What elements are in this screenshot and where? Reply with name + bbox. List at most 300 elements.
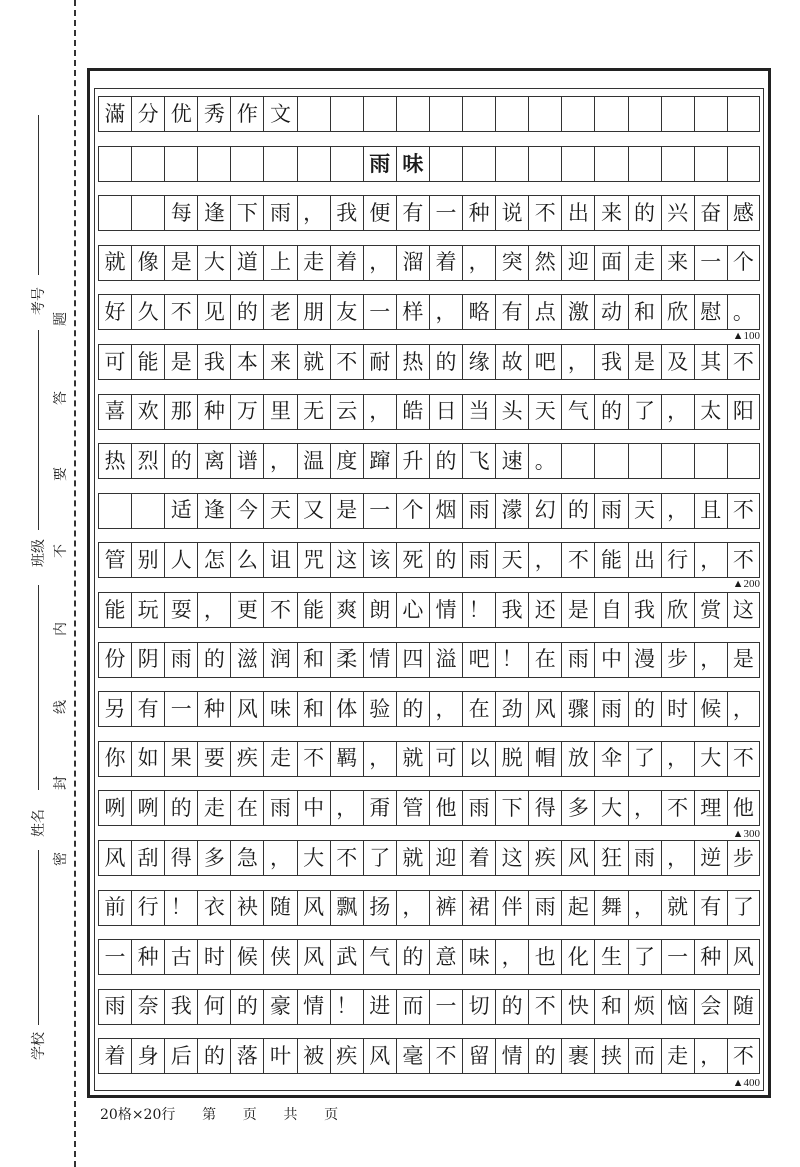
- grid-cell: 留: [462, 1038, 495, 1074]
- grid-row: [98, 542, 760, 578]
- grid-cell: 是: [164, 245, 197, 281]
- grid-cell: 诅: [263, 542, 296, 578]
- grid-cell: 慰: [694, 294, 727, 330]
- grid-cell: 溢: [429, 642, 462, 678]
- grid-cell: 甭: [363, 790, 396, 826]
- grid-cell: 上: [263, 245, 296, 281]
- grid-cell: 每: [164, 195, 197, 231]
- grid-row: [98, 1038, 760, 1074]
- grid-cell: 了: [628, 939, 661, 975]
- grid-row: [98, 642, 760, 678]
- grid-cell: ，: [628, 790, 661, 826]
- grid-cell: 羁: [330, 741, 363, 777]
- grid-cell: 味: [396, 146, 429, 182]
- grid-cell: 感: [727, 195, 760, 231]
- grid-cell: 的: [429, 542, 462, 578]
- grid-cell: 阳: [727, 394, 760, 430]
- grid-cell: 一: [694, 245, 727, 281]
- grid-cell: 其: [694, 344, 727, 380]
- grid-cell: 阴: [131, 642, 164, 678]
- grid-cell: 不: [263, 592, 296, 628]
- grid-cell: 奈: [131, 989, 164, 1025]
- grid-cell: 雨: [462, 790, 495, 826]
- grid-cell: 武: [330, 939, 363, 975]
- grid-cell: 谱: [230, 443, 263, 479]
- grid-cell: 离: [197, 443, 230, 479]
- grid-cell: 管: [98, 542, 131, 578]
- grid-cell: 雨: [628, 840, 661, 876]
- grid-cell: ，: [661, 394, 694, 430]
- grid-cell: ，: [561, 344, 594, 380]
- grid-cell: 及: [661, 344, 694, 380]
- grid-cell: 能: [131, 344, 164, 380]
- grid-cell: 时: [197, 939, 230, 975]
- grid-cell: 情: [297, 989, 330, 1025]
- grid-cell: 赏: [694, 592, 727, 628]
- grid-row: [98, 146, 760, 182]
- grid-cell: 升: [396, 443, 429, 479]
- grid-row: [98, 790, 760, 826]
- grid-cell: 气: [561, 394, 594, 430]
- grid-cell: 下: [230, 195, 263, 231]
- grid-cell: 秀: [197, 96, 230, 132]
- grid-cell: 速: [495, 443, 528, 479]
- grid-cell: 本: [230, 344, 263, 380]
- grid-cell: 一: [429, 989, 462, 1025]
- grid-cell: 故: [495, 344, 528, 380]
- grid-cell: 多: [561, 790, 594, 826]
- grid-cell: 大: [197, 245, 230, 281]
- grid-cell: 了: [628, 741, 661, 777]
- grid-cell: 道: [230, 245, 263, 281]
- label-xingming: 姓名: [31, 809, 47, 837]
- grid-cell: 种: [131, 939, 164, 975]
- grid-cell: 候: [694, 691, 727, 727]
- grid-cell: 一: [164, 691, 197, 727]
- grid-cell: 温: [297, 443, 330, 479]
- grid-cell: 像: [131, 245, 164, 281]
- grid-cell: 化: [561, 939, 594, 975]
- count-mark-300: ▲300: [732, 828, 760, 840]
- footer-page-label: 第: [202, 1107, 217, 1123]
- grid-cell: 的: [164, 790, 197, 826]
- grid-cell: ！: [164, 890, 197, 926]
- grid-cell: 风: [363, 1038, 396, 1074]
- grid-cell: 叶: [263, 1038, 296, 1074]
- grid-cell: 风: [727, 939, 760, 975]
- grid-cell: 进: [363, 989, 396, 1025]
- grid-cell: 欣: [661, 592, 694, 628]
- grid-cell: 这: [330, 542, 363, 578]
- grid-cell: 裹: [561, 1038, 594, 1074]
- grid-cell: 时: [661, 691, 694, 727]
- grid-cell: 不: [727, 542, 760, 578]
- grid-cell: 他: [727, 790, 760, 826]
- grid-cell: 体: [330, 691, 363, 727]
- grid-cell: 面: [594, 245, 627, 281]
- grid-cell: [561, 146, 594, 182]
- grid-cell: ，: [330, 790, 363, 826]
- grid-cell: 的: [628, 195, 661, 231]
- grid-cell: 不: [528, 989, 561, 1025]
- grid-cell: ，: [363, 741, 396, 777]
- grid-cell: [628, 96, 661, 132]
- grid-cell: 风: [528, 691, 561, 727]
- grid-cell: 就: [98, 245, 131, 281]
- grid-cell: 朗: [363, 592, 396, 628]
- grid-cell: 挟: [594, 1038, 627, 1074]
- grid-cell: 伞: [594, 741, 627, 777]
- grid-cell: 大: [594, 790, 627, 826]
- grid-cell: 走: [628, 245, 661, 281]
- grid-cell: [197, 146, 230, 182]
- grid-cell: 如: [131, 741, 164, 777]
- grid-cell: 蹿: [363, 443, 396, 479]
- grid-cell: [628, 443, 661, 479]
- grid-cell: 又: [297, 493, 330, 529]
- grid-cell: ，: [694, 642, 727, 678]
- grid-cell: 滋: [230, 642, 263, 678]
- grid-cell: 一: [363, 493, 396, 529]
- grid-row: [98, 741, 760, 777]
- label-banji: 班级: [31, 539, 47, 567]
- grid-cell: 以: [462, 741, 495, 777]
- grid-cell: 理: [694, 790, 727, 826]
- grid-cell: 奋: [694, 195, 727, 231]
- grid-cell: 来: [263, 344, 296, 380]
- grid-cell: 随: [263, 890, 296, 926]
- grid-cell: 自: [594, 592, 627, 628]
- grid-cell: 不: [429, 1038, 462, 1074]
- grid-cell: 是: [561, 592, 594, 628]
- grid-cell: 咧: [131, 790, 164, 826]
- footer-grid-size: 20格×20行: [100, 1107, 176, 1123]
- grid-cell: 该: [363, 542, 396, 578]
- grid-cell: 前: [98, 890, 131, 926]
- grid-cell: 久: [131, 294, 164, 330]
- grid-cell: 行: [131, 890, 164, 926]
- grid-cell: 耍: [164, 592, 197, 628]
- grid-cell: 情: [429, 592, 462, 628]
- grid-cell: [727, 443, 760, 479]
- grid-cell: ，: [297, 195, 330, 231]
- grid-cell: 一: [429, 195, 462, 231]
- grid-cell: 吧: [462, 642, 495, 678]
- grid-cell: 的: [396, 939, 429, 975]
- grid-cell: 气: [363, 939, 396, 975]
- grid-cell: 帽: [528, 741, 561, 777]
- grid-cell: 也: [528, 939, 561, 975]
- grid-cell: 袂: [230, 890, 263, 926]
- grid-cell: 天: [628, 493, 661, 529]
- grid-cell: 在: [528, 642, 561, 678]
- grid-cell: 文: [263, 96, 296, 132]
- grid-cell: 不: [661, 790, 694, 826]
- label-xuexiao: 学校: [31, 1032, 47, 1060]
- grid-cell: 随: [727, 989, 760, 1025]
- grid-cell: ，: [661, 493, 694, 529]
- grid-cell: 来: [594, 195, 627, 231]
- grid-cell: 裤: [429, 890, 462, 926]
- grid-cell: 激: [561, 294, 594, 330]
- grid-cell: 皓: [396, 394, 429, 430]
- grid-cell: [462, 96, 495, 132]
- grid-cell: [694, 146, 727, 182]
- grid-cell: 日: [429, 394, 462, 430]
- grid-row: [98, 344, 760, 380]
- grid-cell: 管: [396, 790, 429, 826]
- grid-cell: 脱: [495, 741, 528, 777]
- grid-cell: 有: [495, 294, 528, 330]
- grid-cell: 欢: [131, 394, 164, 430]
- grid-cell: 便: [363, 195, 396, 231]
- grid-cell: 天: [263, 493, 296, 529]
- grid-cell: 而: [396, 989, 429, 1025]
- grid-cell: 作: [230, 96, 263, 132]
- grid-cell: 刮: [131, 840, 164, 876]
- grid-cell: 意: [429, 939, 462, 975]
- grid-cell: 种: [462, 195, 495, 231]
- grid-cell: 飞: [462, 443, 495, 479]
- grid-cell: 落: [230, 1038, 263, 1074]
- grid-cell: ！: [330, 989, 363, 1025]
- grid-cell: 欣: [661, 294, 694, 330]
- grid-cell: 友: [330, 294, 363, 330]
- grid-cell: [263, 146, 296, 182]
- grid-cell: ，: [462, 245, 495, 281]
- grid-cell: 着: [429, 245, 462, 281]
- grid-cell: 人: [164, 542, 197, 578]
- grid-cell: 被: [297, 1038, 330, 1074]
- grid-cell: 候: [230, 939, 263, 975]
- grid-cell: 在: [462, 691, 495, 727]
- grid-cell: 咧: [98, 790, 131, 826]
- grid-cell: 得: [164, 840, 197, 876]
- grid-cell: 种: [197, 394, 230, 430]
- grid-cell: ，: [495, 939, 528, 975]
- grid-cell: 是: [330, 493, 363, 529]
- grid-cell: 了: [628, 394, 661, 430]
- grid-cell: 的: [528, 1038, 561, 1074]
- grid-cell: 玩: [131, 592, 164, 628]
- grid-cell: 要: [197, 741, 230, 777]
- grid-cell: [131, 493, 164, 529]
- grid-cell: [661, 443, 694, 479]
- grid-cell: 这: [495, 840, 528, 876]
- grid-cell: 无: [297, 394, 330, 430]
- grid-cell: [528, 146, 561, 182]
- grid-cell: 咒: [297, 542, 330, 578]
- grid-cell: 我: [164, 989, 197, 1025]
- grid-cell: ，: [429, 691, 462, 727]
- grid-cell: 我: [495, 592, 528, 628]
- warning-char: 题: [53, 312, 69, 326]
- grid-cell: 骤: [561, 691, 594, 727]
- grid-cell: [330, 96, 363, 132]
- kaohao-write-line: [38, 115, 39, 275]
- grid-cell: 分: [131, 96, 164, 132]
- grid-cell: 雨: [594, 691, 627, 727]
- grid-cell: 就: [396, 840, 429, 876]
- banji-write-line: [38, 330, 39, 530]
- grid-cell: 兴: [661, 195, 694, 231]
- grid-cell: 烦: [628, 989, 661, 1025]
- grid-cell: 得: [528, 790, 561, 826]
- grid-row: [98, 443, 760, 479]
- grid-cell: 更: [230, 592, 263, 628]
- footer-page-unit: 页: [242, 1107, 257, 1123]
- grid-cell: 走: [197, 790, 230, 826]
- grid-cell: 雨: [462, 493, 495, 529]
- grid-cell: ！: [495, 642, 528, 678]
- grid-cell: ，: [263, 443, 296, 479]
- grid-cell: 衣: [197, 890, 230, 926]
- grid-cell: ，: [661, 741, 694, 777]
- grid-cell: 不: [727, 1038, 760, 1074]
- grid-cell: 雨: [561, 642, 594, 678]
- grid-cell: 你: [98, 741, 131, 777]
- grid-cell: 可: [429, 741, 462, 777]
- grid-cell: 雨: [164, 642, 197, 678]
- grid-cell: 走: [263, 741, 296, 777]
- grid-cell: 的: [164, 443, 197, 479]
- grid-cell: 朋: [297, 294, 330, 330]
- grid-cell: 放: [561, 741, 594, 777]
- grid-cell: 的: [594, 394, 627, 430]
- grid-cell: 还: [528, 592, 561, 628]
- grid-cell: 别: [131, 542, 164, 578]
- grid-row: [98, 493, 760, 529]
- grid-cell: 能: [297, 592, 330, 628]
- grid-cell: 能: [98, 592, 131, 628]
- grid-cell: ，: [429, 294, 462, 330]
- grid-row: [98, 989, 760, 1025]
- grid-row: [98, 245, 760, 281]
- grid-cell: 有: [131, 691, 164, 727]
- grid-cell: 不: [727, 493, 760, 529]
- grid-cell: 果: [164, 741, 197, 777]
- grid-cell: 那: [164, 394, 197, 430]
- grid-row: [98, 592, 760, 628]
- warning-char: 密: [53, 852, 69, 866]
- grid-cell: 而: [628, 1038, 661, 1074]
- grid-cell: 步: [727, 840, 760, 876]
- warning-char: 不: [53, 544, 69, 558]
- grid-cell: 不: [528, 195, 561, 231]
- grid-cell: 逢: [197, 493, 230, 529]
- grid-cell: 他: [429, 790, 462, 826]
- grid-cell: 风: [297, 939, 330, 975]
- grid-cell: 大: [694, 741, 727, 777]
- grid-cell: 不: [297, 741, 330, 777]
- grid-cell: [594, 96, 627, 132]
- grid-row: [98, 195, 760, 231]
- grid-cell: 天: [495, 542, 528, 578]
- grid-cell: 能: [594, 542, 627, 578]
- grid-cell: [131, 195, 164, 231]
- grid-cell: 我: [628, 592, 661, 628]
- grid-cell: ，: [528, 542, 561, 578]
- grid-row: [98, 840, 760, 876]
- grid-cell: 了: [363, 840, 396, 876]
- grid-cell: 的: [230, 294, 263, 330]
- grid-cell: [561, 443, 594, 479]
- grid-cell: 中: [297, 790, 330, 826]
- grid-cell: 么: [230, 542, 263, 578]
- grid-cell: 的: [495, 989, 528, 1025]
- grid-cell: 迎: [561, 245, 594, 281]
- grid-cell: [661, 146, 694, 182]
- grid-cell: 何: [197, 989, 230, 1025]
- grid-cell: 烈: [131, 443, 164, 479]
- grid-cell: ，: [694, 1038, 727, 1074]
- grid-cell: 和: [594, 989, 627, 1025]
- grid-cell: 不: [330, 344, 363, 380]
- grid-cell: 不: [561, 542, 594, 578]
- grid-cell: 古: [164, 939, 197, 975]
- grid-cell: ，: [727, 691, 760, 727]
- grid-cell: 有: [694, 890, 727, 926]
- grid-cell: 可: [98, 344, 131, 380]
- grid-cell: [727, 96, 760, 132]
- grid-cell: 濛: [495, 493, 528, 529]
- grid-cell: 扬: [363, 890, 396, 926]
- grid-row: [98, 394, 760, 430]
- grid-cell: 情: [495, 1038, 528, 1074]
- grid-cell: 老: [263, 294, 296, 330]
- grid-cell: ，: [363, 394, 396, 430]
- grid-cell: 味: [263, 691, 296, 727]
- grid-cell: ，: [694, 542, 727, 578]
- grid-cell: 热: [98, 443, 131, 479]
- footer-total-label: 共: [283, 1107, 298, 1123]
- grid-cell: 另: [98, 691, 131, 727]
- grid-cell: [561, 96, 594, 132]
- grid-cell: 雨: [462, 542, 495, 578]
- grid-cell: [594, 146, 627, 182]
- grid-cell: ，: [628, 890, 661, 926]
- grid-cell: 起: [561, 890, 594, 926]
- grid-cell: 和: [628, 294, 661, 330]
- grid-cell: 一: [98, 939, 131, 975]
- grid-cell: 幻: [528, 493, 561, 529]
- grid-cell: 。: [528, 443, 561, 479]
- grid-cell: 味: [462, 939, 495, 975]
- grid-cell: [98, 146, 131, 182]
- grid-cell: 雨: [528, 890, 561, 926]
- warning-char: 内: [53, 622, 69, 636]
- grid-cell: 动: [594, 294, 627, 330]
- grid-cell: 一: [661, 939, 694, 975]
- grid-cell: 劲: [495, 691, 528, 727]
- grid-cell: 中: [594, 642, 627, 678]
- grid-cell: 个: [727, 245, 760, 281]
- grid-cell: 太: [694, 394, 727, 430]
- grid-cell: 来: [661, 245, 694, 281]
- grid-cell: 这: [727, 592, 760, 628]
- grid-cell: 的: [429, 344, 462, 380]
- grid-cell: 今: [230, 493, 263, 529]
- grid-cell: 着: [462, 840, 495, 876]
- grid-cell: 种: [694, 939, 727, 975]
- grid-cell: 大: [297, 840, 330, 876]
- grid-cell: [330, 146, 363, 182]
- grid-cell: 我: [594, 344, 627, 380]
- grid-cell: [528, 96, 561, 132]
- xingming-write-line: [38, 585, 39, 790]
- grid-cell: [230, 146, 263, 182]
- warning-char: 线: [53, 700, 69, 714]
